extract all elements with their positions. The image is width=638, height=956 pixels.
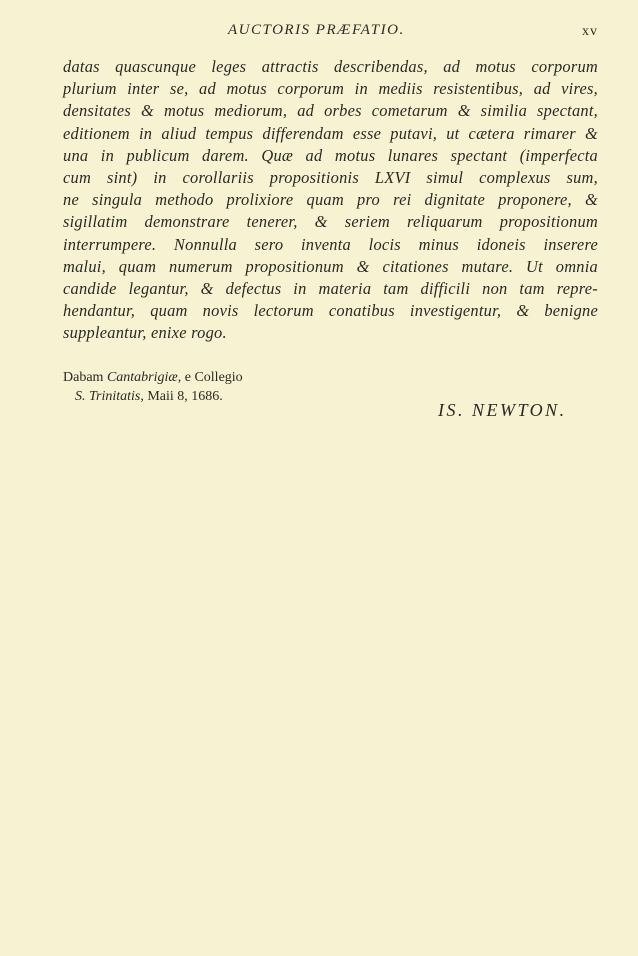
text-line: suppleantur, enixe rogo. (63, 323, 227, 343)
dateline-date: , Maii 8, 1686. (140, 389, 223, 404)
dateline-place: Cantabrigiæ (106, 370, 178, 385)
text-line: interrumpere. Nonnulla sero inventa locis minus idoneis inserere (63, 234, 598, 254)
dateline-prefix: Dabam (63, 370, 107, 385)
dateline-line-1 (63, 368, 243, 387)
dateline (63, 368, 243, 406)
text-line: malui, quam numerum propositionum & citationes mutare. Ut omnia (63, 256, 598, 276)
text-line: una in publicum darem. Quæ ad motus lunares spectant (imperfecta (63, 145, 598, 165)
text-line: densitates & motus mediorum, ad orbes cometarum & similia spectant, (63, 101, 598, 121)
text-line: cum sint) in corollariis propositionis LXVI simul complexus sum, (63, 168, 598, 188)
author-signature: IS. NEWTON. (438, 400, 567, 420)
dateline-suffix: , e Collegio (177, 370, 243, 385)
preface-paragraph (63, 56, 598, 345)
running-title: AUCTORIS PRÆFATIO. (228, 22, 405, 38)
text-line: candide legantur, & defectus in materia tam difficili non tam repre- (63, 279, 598, 299)
text-line: hendantur, quam novis lectorum conatibus investigentur, & benigne (63, 301, 598, 321)
dateline-college: S. Trinitatis (75, 389, 141, 404)
text-line: datas quascunque leges attractis describendas, ad motus corporum (63, 57, 598, 76)
page-number: xv (582, 24, 598, 39)
text-line: plurium inter se, ad motus corporum in mediis resistentibus, ad vires, (63, 79, 598, 99)
text-line: ne singula methodo prolixiore quam pro rei dignitate proponere, & (63, 190, 598, 210)
dateline-line-2 (63, 387, 243, 406)
running-head (0, 22, 638, 46)
text-line: sigillatim demonstrare tenerer, & seriem reliquarum propositionum (63, 212, 598, 232)
text-line: editionem in aliud tempus differendam esse putavi, ut cætera rimarer & (63, 123, 598, 143)
